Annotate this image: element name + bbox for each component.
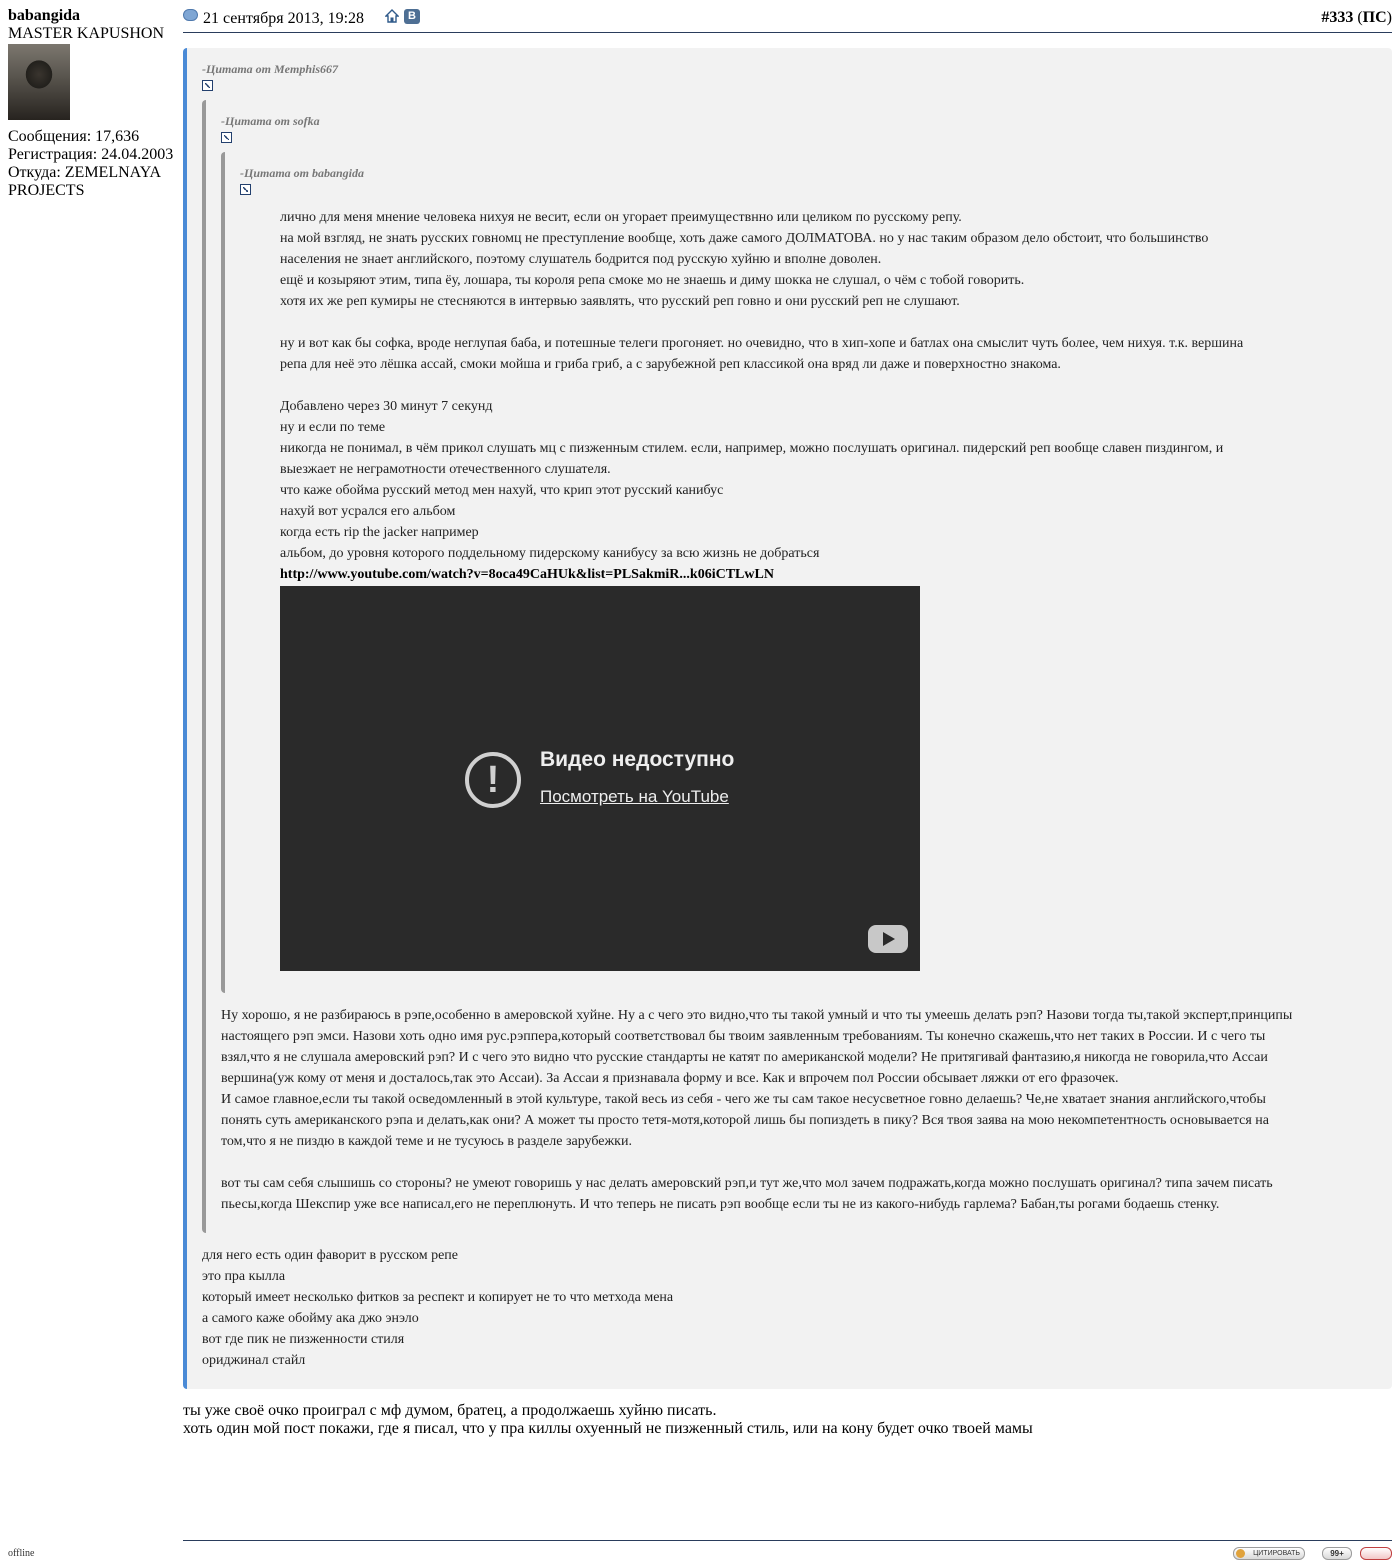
quote-outer-author: -Цитата от Memphis667 (202, 62, 339, 76)
quote-mid (202, 100, 1336, 1233)
quote-mid-body (221, 1005, 1308, 1215)
quote-line: для него есть один фаворит в русском репе (202, 1248, 458, 1263)
user-rank: MASTER KAPUSHON (8, 25, 165, 42)
quote-line (280, 312, 1262, 333)
quote-line: лично для меня мнение человека нихуя не весит, если он угорает преимуществнно или целиком по русскому репу. (280, 210, 962, 225)
user-location (8, 164, 178, 200)
quote-line: а самого каже обойму ака джо энэло (202, 1311, 419, 1326)
quote-line: никогда не понимал, в чём прикол слушать мц с пизженным стилем. если, например, можно послушать оригинал. пидерский реп вообще славен пиздингом, и выезжает не неграмотности отечественного слушателя. (280, 441, 1227, 477)
link-arrow-icon[interactable] (202, 80, 213, 91)
user-sidebar (8, 7, 178, 200)
post-date-wrap (183, 9, 364, 28)
user-location-line2: PROJECTS (8, 182, 85, 199)
quote-line (221, 1152, 1308, 1173)
reply-line: ты уже своё очко проиграл с мф думом, братец, а продолжаешь хуйню писать. (183, 1402, 717, 1419)
post-number-wrap: #333 (ПС) (1321, 9, 1392, 26)
quote-mid-author: -Цитата от sofka (221, 114, 320, 128)
quote-line: Ну хорошо, я не разбираюсь в рэпе,особенно в амеровской хуйне. Ну а с чего это видно,что ты такой умный и что ты умеешь делать рэп? Назови тогда ты,такой эксперт,принципы настоящего рэп эмси. Назови хоть одно имя рус.рэппера,который соответствовал бы твоим заявленным требованиям. Ты конечно скажешь,что нет таких в России. И с чего ты взял,что я не слушала амеровский рэп? И с чего это видно что русские стандарты не катят по американской модели? Не притягивай фантазию,я никогда не говорила,что Ассаи вершина(уж кому от меня и досталось,так это Ассаи). За Ассаи я признавала форму и все. Как и впрочем пол России обсывает ляжки от его фразочек. (221, 1008, 1296, 1086)
youtube-play-icon[interactable] (868, 925, 908, 953)
quote-inner-body (280, 207, 1262, 971)
quote-line: на мой взгляд, не знать русских говномц не преступление вообще, хоть даже самого ДОЛМАТОВА. но у нас таким образом дело обстоит, что большинство населения не знает английского, поэтому слушатель бодрится под русскую хуйню и вполне доволен. (280, 231, 1212, 267)
home-icon[interactable] (385, 9, 399, 23)
quote-line: вот где пик не пизженности стиля (202, 1332, 405, 1347)
user-post-count: Сообщения: 17,636 (8, 128, 140, 145)
user-registration: Регистрация: 24.04.2003 (8, 146, 174, 163)
avatar[interactable] (8, 44, 70, 120)
comment-icon (183, 9, 198, 21)
video-unavailable-text: Видео недоступно (540, 748, 735, 771)
post-reply-text (183, 1402, 1392, 1438)
watch-on-youtube-link[interactable]: Посмотреть на YouTube (540, 787, 729, 806)
video-embed[interactable] (280, 586, 920, 971)
quote-line: нахуй вот усрался его альбом (280, 504, 456, 519)
link-arrow-icon[interactable] (240, 184, 251, 195)
report-button[interactable] (1360, 1547, 1392, 1560)
post (183, 0, 1392, 1438)
multi-quote-button[interactable]: 99+ (1322, 1547, 1352, 1560)
link-arrow-icon[interactable] (221, 132, 232, 143)
online-status: offline (8, 1548, 35, 1559)
warning-icon: ! (465, 752, 521, 808)
quote-line: вот ты сам себя слышишь со стороны? не умеют говоришь у нас делать амеровский рэп,и тут же,что мол зачем подражать,когда можно послушать оригинал? типа зачем писать пьесы,когда Шекспир уже все написал,его не переплюнуть. И что теперь не писать рэп вообще если ты не из какого-нибудь гарлема? Бабан,ты рогами бодаешь стенку. (221, 1176, 1277, 1212)
user-location-line1: Откуда: ZEMELNAYA (8, 164, 162, 181)
quote-outer-body (202, 1245, 1364, 1371)
vk-icon[interactable]: В (404, 9, 420, 24)
reply-line: хоть один мой пост покажи, где я писал, что у пра киллы охуенный не пизженный стиль, или на кону будет очко твоей мамы (183, 1420, 1033, 1437)
post-date: 21 сентября 2013, 19:28 (203, 10, 365, 27)
quote-line: что каже обойма русский метод мен нахуй, что крип этот русский канибус (280, 483, 724, 498)
quote-line: альбом, до уровня которого поддельному пидерскому канибусу за всю жизнь не добраться (280, 546, 820, 561)
quote-line: когда есть rip the jacker например (280, 525, 479, 540)
quote-inner (221, 152, 1288, 993)
quote-outer (183, 48, 1392, 1389)
quote-line: который имеет несколько фитков за респект и копирует не то что метхода мена (202, 1290, 674, 1305)
quote-line: И самое главное,если ты такой осведомленный в этой культуре, такой весь из себя - чего же ты сам такое несусветное говно делаешь? Че,не хватает знания английского,чтобы понять суть американского рэпа и делать,как они? А может ты просто тетя-мотя,которой лишь бы попиздеть в пику? Вся твоя заява на мою некомпетентность основывается на том,что я не пиздю в каждой теме и не тусуюсь в разделе зарубежки. (221, 1092, 1273, 1149)
quote-line: ориджинал стайл (202, 1353, 306, 1368)
username[interactable]: babangida (8, 7, 81, 24)
quote-line: это пра кылла (202, 1269, 286, 1284)
ps-link[interactable]: ПС (1362, 9, 1387, 26)
post-header (183, 0, 1392, 33)
quote-button[interactable]: ЦИТИРОВАТЬ (1233, 1547, 1305, 1560)
quote-line: ну и если по теме (280, 420, 386, 435)
youtube-link[interactable]: http://www.youtube.com/watch?v=8oca49CaHUk&list=PLSakmiR...k06iCTLwLN (280, 567, 774, 582)
quote-line: хотя их же реп кумиры не стесняются в интервью заявлять, что русский реп говно и они русский реп не слушают. (280, 294, 960, 309)
post-number[interactable]: #333 (1321, 9, 1354, 26)
quote-line: ну и вот как бы софка, вроде неглупая баба, и потешные телеги прогоняет. но очевидно, что в хип-хопе и батлах она смыслит чуть более, чем нихуя. т.к. вершина репа для неё это лёшка ассай, смоки мойша и гриба гриб, а с зарубежной реп классикой она вряд ли даже и поверхностно знакома. (280, 336, 1247, 372)
quote-line: Добавлено через 30 минут 7 секунд (280, 399, 493, 414)
quote-line: ещё и козыряют этим, типа ёу, лошара, ты короля репа смоке мо не знаешь и диму шокка не слушал, о чём с тобой говорить. (280, 273, 1025, 288)
post-footer (183, 1540, 1392, 1560)
quote-line (280, 375, 1262, 396)
quote-inner-author: -Цитата от babangida (240, 166, 365, 180)
